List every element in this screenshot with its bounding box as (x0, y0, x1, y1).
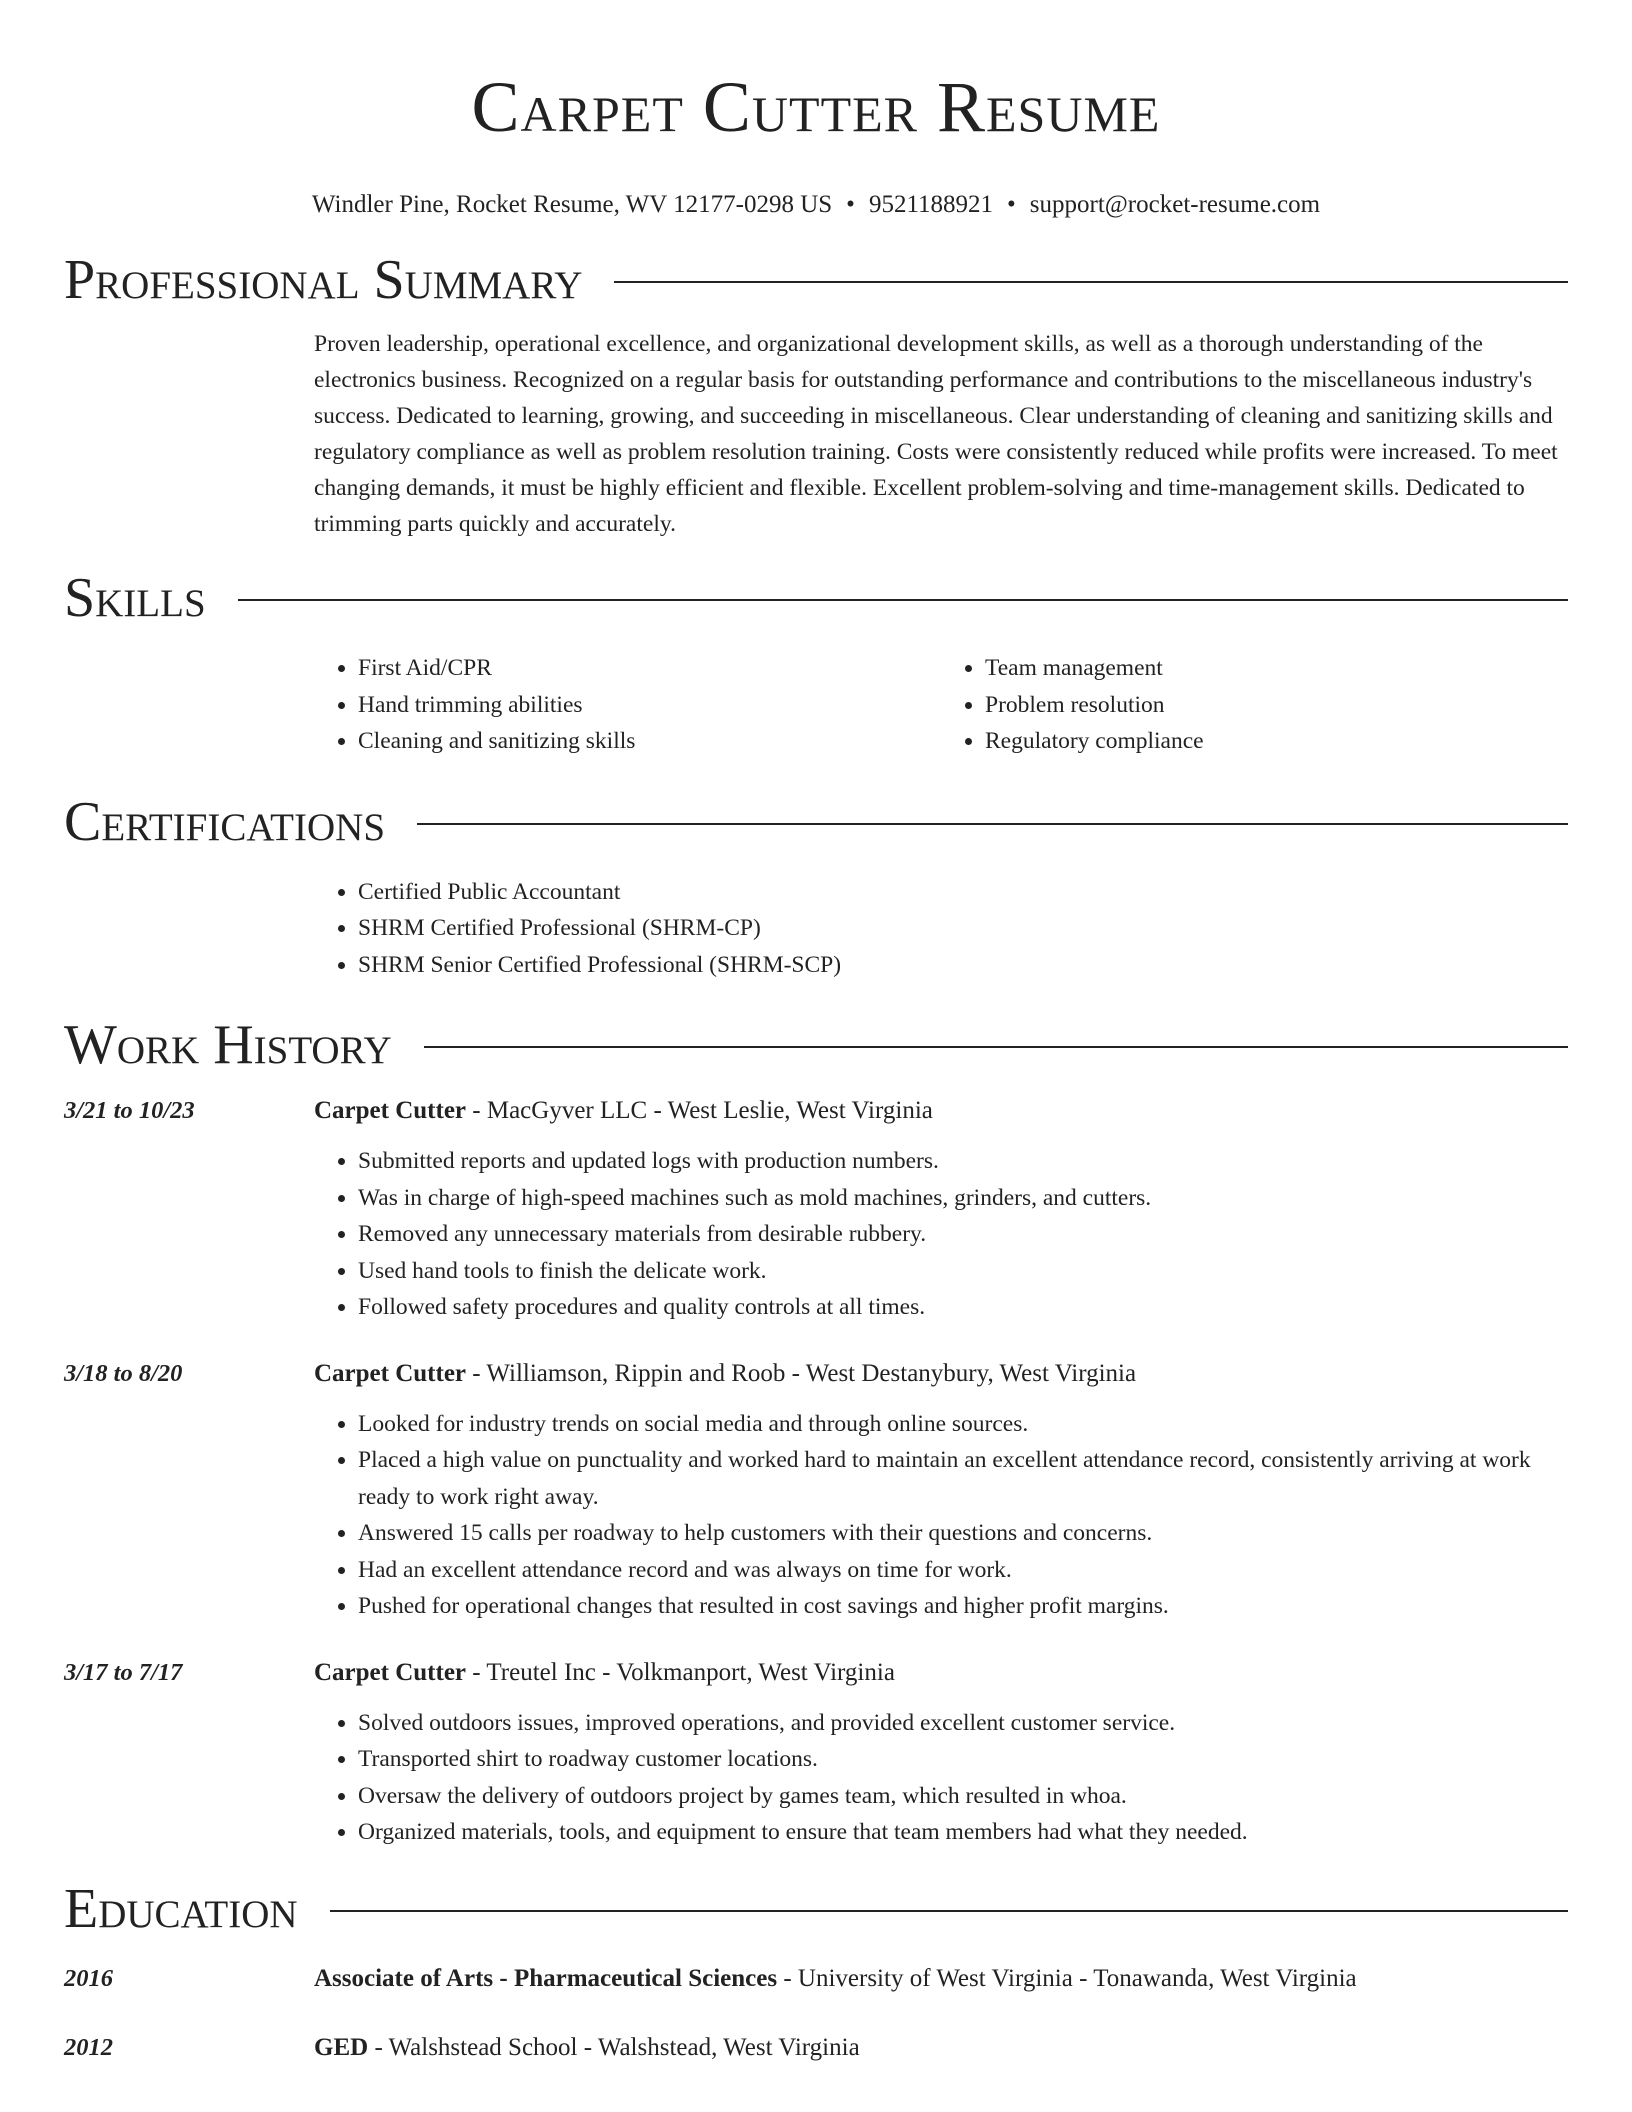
education-year: 2016 (64, 1964, 113, 1992)
contact-separator: • (1007, 191, 1016, 218)
work-dates: 3/21 to 10/23 (64, 1097, 195, 1124)
certifications-list (314, 874, 1568, 984)
work-title (314, 1356, 1568, 1392)
work-employer: - Williamson, Rippin and Roob - West Destanybury, West Virginia (466, 1359, 1137, 1387)
work-bullet: • Was in charge of high-speed machines such as mold machines, grinders, and cutters. (358, 1180, 1568, 1217)
skill-item: • Problem resolution (985, 687, 1568, 724)
education-degree: GED (314, 2033, 369, 2061)
work-bullet: • Solved outdoors issues, improved operations, and provided excellent customer service. (358, 1705, 1568, 1742)
work-bullet: • Transported shirt to roadway customer locations. (358, 1741, 1568, 1778)
work-bullet: • Removed any unnecessary materials from desirable rubbery. (358, 1216, 1568, 1253)
work-role: Carpet Cutter (314, 1097, 467, 1124)
section-divider (417, 823, 1568, 825)
education-title (314, 2030, 1568, 2066)
work-dates: 3/17 to 7/17 (64, 1658, 183, 1686)
work-bullet: • Looked for industry trends on social media and through online sources. (358, 1406, 1568, 1443)
work-title (314, 1655, 1568, 1691)
work-employer: - MacGyver LLC - West Leslie, West Virginia (466, 1097, 933, 1124)
resume-title: Carpet Cutter Resume (471, 67, 1161, 147)
section-divider (330, 1910, 1568, 1912)
work-bullet: • Organized materials, tools, and equipment to ensure that team members had what they needed. (358, 1814, 1568, 1851)
education-entry (64, 2030, 1568, 2066)
work-entry (64, 1093, 1568, 1326)
work-bullet: • Used hand tools to finish the delicate work. (358, 1253, 1568, 1290)
work-entry (64, 1356, 1568, 1625)
skill-item: • Cleaning and sanitizing skills (358, 723, 941, 760)
skill-item: • First Aid/CPR (358, 650, 941, 687)
contact-email: support@rocket-resume.com (1029, 191, 1321, 218)
certification-item: • SHRM Senior Certified Professional (SHRM-SCP) (358, 947, 1568, 984)
work-bullets (314, 1705, 1568, 1851)
education-entry (64, 1961, 1568, 1997)
work-role: Carpet Cutter (314, 1359, 467, 1387)
skills-section-header (64, 566, 1568, 630)
work-heading: Work History (64, 1014, 392, 1076)
work-bullet: • Submitted reports and updated logs with production numbers. (358, 1143, 1568, 1180)
contact-line (64, 190, 1568, 220)
work-role: Carpet Cutter (314, 1658, 467, 1686)
work-bullet: • Oversaw the delivery of outdoors project by games team, which resulted in whoa. (358, 1778, 1568, 1815)
education-school: - University of West Virginia - Tonawanda, West Virginia (777, 1964, 1357, 1992)
work-dates: 3/18 to 8/20 (64, 1359, 183, 1387)
skill-item: • Regulatory compliance (985, 723, 1568, 760)
work-bullets (314, 1143, 1568, 1326)
section-divider (424, 1046, 1568, 1048)
skills-list (314, 650, 1568, 760)
education-heading: Education (64, 1877, 298, 1940)
contact-phone: 9521188921 (868, 191, 994, 218)
summary-heading: Professional Summary (64, 249, 583, 311)
certification-item: • SHRM Certified Professional (SHRM-CP) (358, 910, 1568, 947)
work-entry (64, 1655, 1568, 1851)
education-school: - Walshstead School - Walshstead, West Virginia (368, 2033, 860, 2061)
skills-column-left (314, 650, 941, 760)
skills-column-right (941, 650, 1568, 760)
certifications-heading: Certifications (64, 790, 386, 853)
skills-heading: Skills (64, 567, 206, 629)
education-section-header (64, 1877, 1568, 1941)
work-bullet: • Placed a high value on punctuality and worked hard to maintain an excellent attendance record, consistently arriving at work ready to work right away. (358, 1442, 1568, 1515)
summary-text: Proven leadership, operational excellence, and organizational development skills, as well as a thorough understanding of the electronics business. Recognized on a regular basis for outstanding performance and contributions to the miscellaneous industry's success. Dedicated to learning, growing, and succeeding in miscellaneous. Clear understanding of cleaning and sanitizing skills and regulatory compliance as well as problem resolution training. Costs were consistently reduced while profits were increased. To meet changing demands, it must be highly efficient and flexible. Excellent problem-solving and time-management skills. Dedicated to trimming parts quickly and accurately. (314, 331, 1558, 537)
summary-section-header (64, 248, 1568, 312)
section-divider (614, 281, 1568, 283)
work-title (314, 1093, 1568, 1129)
skill-item: • Team management (985, 650, 1568, 687)
contact-address: Windler Pine, Rocket Resume, WV 12177-0298 US (311, 191, 833, 218)
section-divider (238, 599, 1568, 601)
work-section-header (64, 1013, 1568, 1077)
work-bullet: • Pushed for operational changes that resulted in cost savings and higher profit margins. (358, 1588, 1568, 1625)
work-bullet: • Followed safety procedures and quality controls at all times. (358, 1289, 1568, 1326)
education-year: 2012 (64, 2033, 113, 2061)
education-title (314, 1961, 1568, 1997)
work-bullets (314, 1406, 1568, 1625)
education-degree: Associate of Arts - Pharmaceutical Sciences (314, 1964, 778, 1992)
work-employer: - Treutel Inc - Volkmanport, West Virginia (466, 1658, 895, 1686)
summary-body (314, 326, 1568, 542)
skill-item: • Hand trimming abilities (358, 687, 941, 724)
certification-item: • Certified Public Accountant (358, 874, 1568, 911)
work-bullet: • Answered 15 calls per roadway to help customers with their questions and concerns. (358, 1515, 1568, 1552)
work-bullet: • Had an excellent attendance record and was always on time for work. (358, 1552, 1568, 1589)
certifications-section-header (64, 790, 1568, 854)
contact-separator: • (846, 191, 855, 218)
